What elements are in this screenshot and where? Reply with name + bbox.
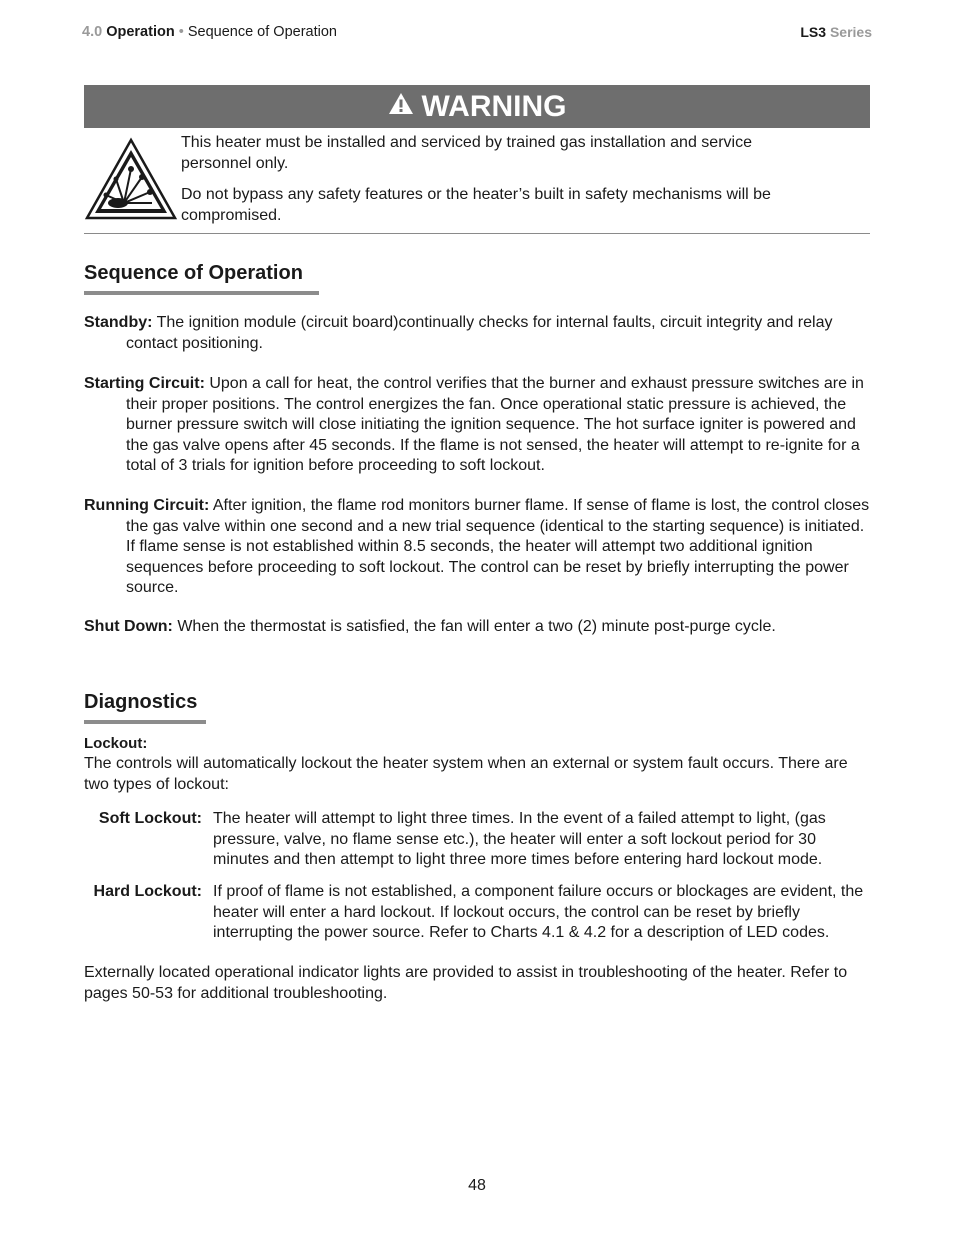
- running-circuit-term: Running Circuit:: [84, 497, 210, 514]
- warning-title: WARNING: [421, 90, 567, 123]
- starting-circuit-text: Upon a call for heat, the control verifies that the burner and exhaust pressure switches are in their proper positions. The control energizes the fan. Once operational static pressure is achieved, the burner pressure switch will close initiating the ignition sequence. The hot surface igniter is powered and the gas valve opens after 45 seconds. If the flame is not sensed, the heater will attempt to re-ignite for a total of 3 trials for ignition before proceeding to soft lockout.: [126, 375, 864, 474]
- warning-triangle-icon: [388, 84, 414, 127]
- warning-paragraph-1: This heater must be installed and serviced by trained gas installation and service personnel only.: [181, 134, 752, 172]
- running-circuit-item: [84, 496, 872, 599]
- shut-down-text: When the thermostat is satisfied, the fan will enter a two (2) minute post-purge cycle.: [177, 618, 776, 635]
- closing-paragraph: Externally located operational indicator lights are provided to assist in troubleshooting of the heater. Refer to pages 50-53 for additional troubleshooting.: [84, 964, 848, 1002]
- hard-lockout-term: Hard Lockout:: [93, 883, 202, 900]
- diagnostics-heading: Diagnostics: [84, 691, 206, 724]
- standby-term: Standby:: [84, 314, 153, 331]
- sequence-heading: Sequence of Operation: [84, 262, 319, 295]
- series-name: LS3: [800, 24, 827, 40]
- explosion-hazard-icon: [84, 137, 178, 221]
- header-breadcrumb: [82, 24, 337, 40]
- breadcrumb-separator: •: [178, 24, 184, 40]
- starting-circuit-term: Starting Circuit:: [84, 375, 205, 392]
- section-number: 4.0: [82, 24, 103, 40]
- standby-text: The ignition module (circuit board)continually checks for internal faults, circuit integrity and relay contact positioning.: [126, 314, 833, 352]
- soft-lockout-term: Soft Lockout:: [98, 810, 202, 827]
- warning-body: [84, 133, 870, 234]
- series-label: [800, 24, 872, 40]
- lockout-description: The controls will automatically lockout the heater system when an external or system fault occurs. There are two types of lockout:: [84, 755, 848, 793]
- page-number: 48: [468, 1177, 486, 1194]
- subsection-name: Sequence of Operation: [187, 24, 337, 40]
- section-name: Operation: [106, 24, 175, 40]
- warning-paragraph-2: Do not bypass any safety features or the heater’s built in safety mechanisms will be compromised.: [181, 186, 771, 224]
- starting-circuit-item: [84, 374, 872, 477]
- hard-lockout-text: If proof of flame is not established, a component failure occurs or blockages are evident, the heater will enter a hard lockout. If lockout occurs, the control can be reset by briefly interrupting the power source. Refer to Charts 4.1 & 4.2 for a description of LED codes.: [213, 883, 864, 941]
- series-word: Series: [829, 24, 872, 40]
- running-circuit-text: After ignition, the flame rod monitors burner flame. If sense of flame is lost, the control closes the gas valve within one second and a new trial sequence (identical to the starting sequence) is initiated. If flame sense is not established within 8.5 seconds, the heater will attempt two additional ignition sequences before proceeding to soft lockout. The control can be reset by briefly interrupting the power source.: [126, 497, 870, 596]
- warning-banner: [84, 85, 870, 128]
- standby-item: [84, 313, 872, 354]
- shut-down-term: Shut Down:: [84, 618, 173, 635]
- warning-text: [181, 133, 801, 237]
- page-header: [82, 24, 872, 44]
- soft-lockout-text: The heater will attempt to light three times. In the event of a failed attempt to light, (gas pressure, valve, no flame sense etc.), the heater will enter a soft lockout period for 30 minutes and then attempt to light three more times before entering hard lockout mode.: [213, 810, 826, 868]
- lockout-label: Lockout:: [84, 735, 148, 752]
- shut-down-item: [84, 617, 872, 638]
